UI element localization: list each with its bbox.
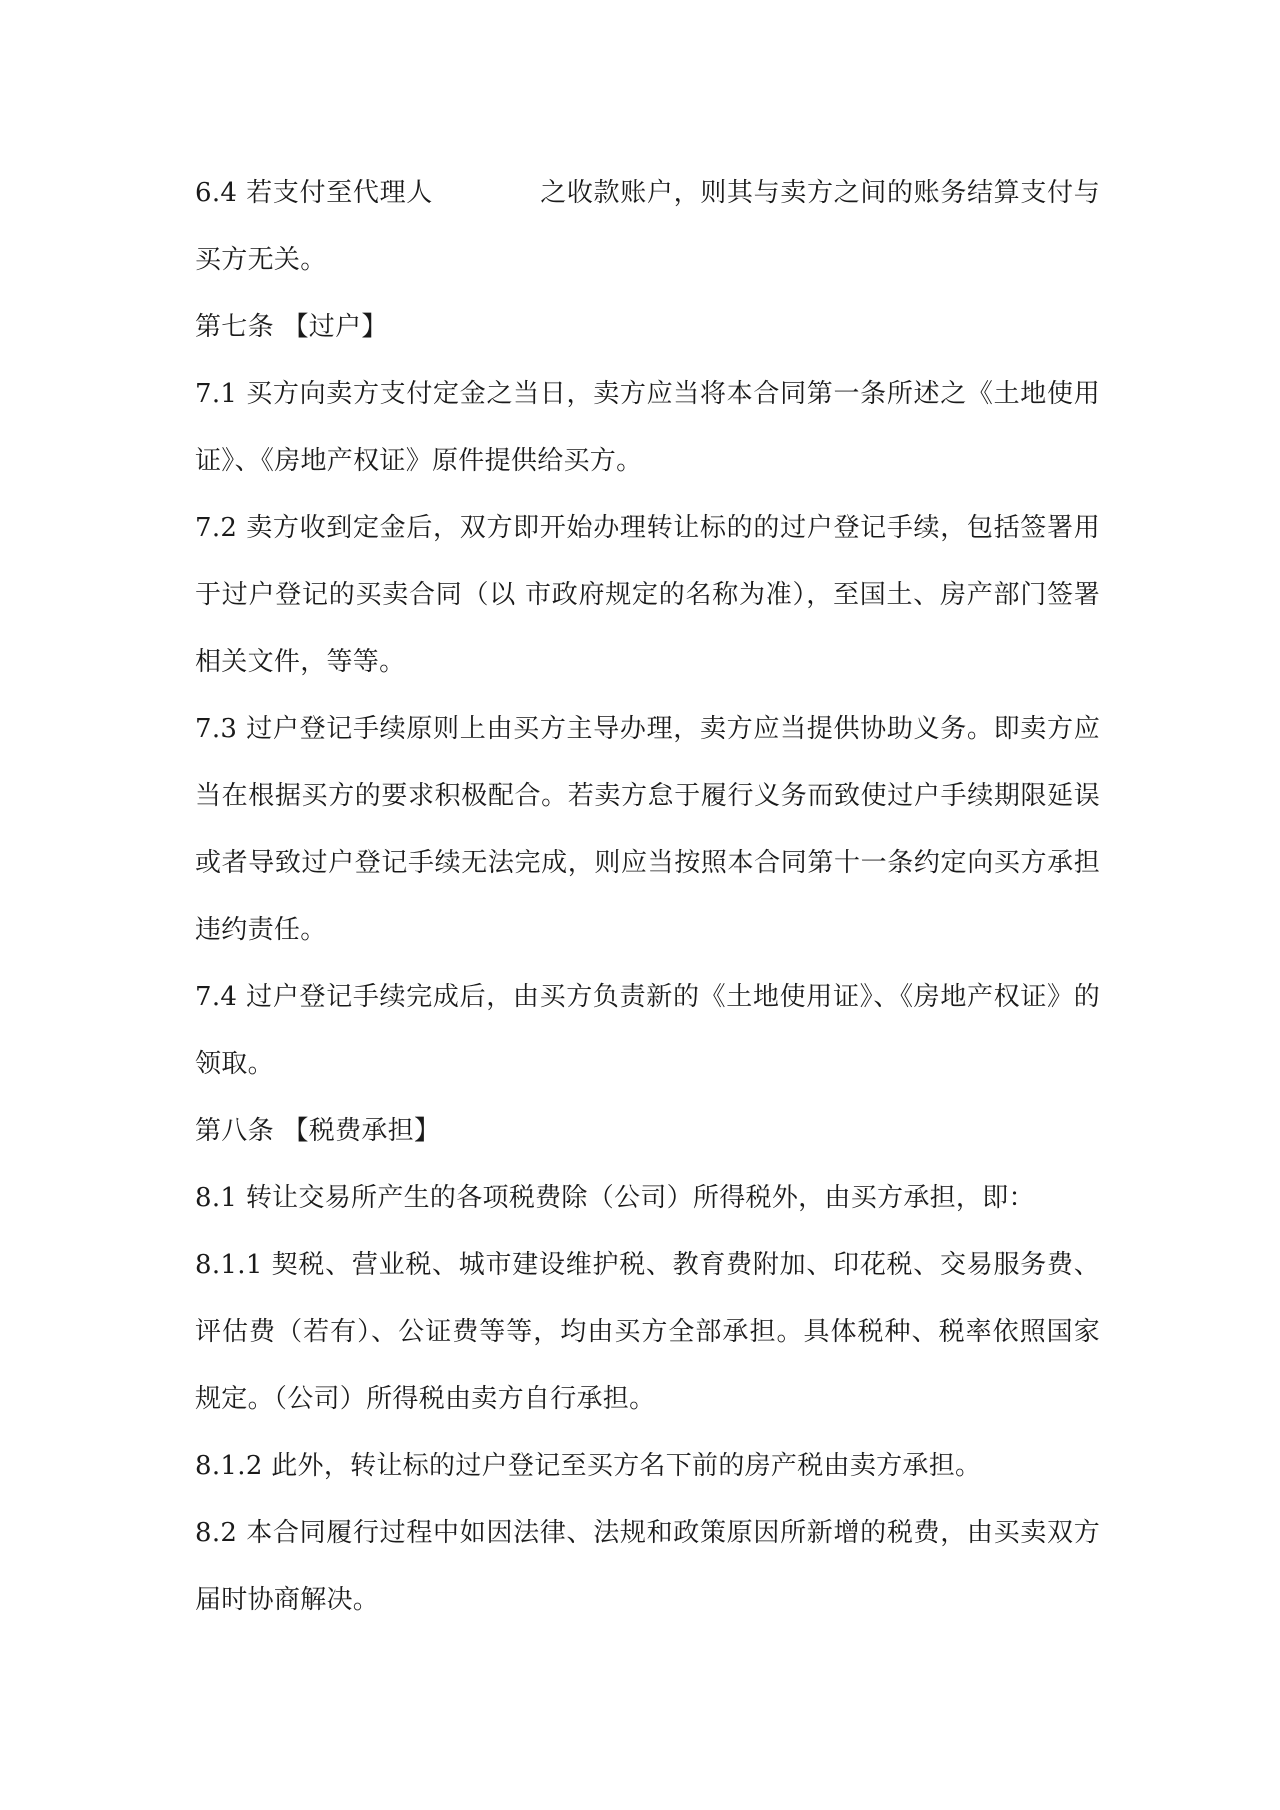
- heading-article-7: 第七条 【过户】: [195, 312, 388, 342]
- paragraph-6-4: 6.4 若支付至代理人 之收款账户，则其与卖方之间的账务结算支付与买方无关。: [195, 178, 1100, 275]
- paragraph-8-2: 8.2 本合同履行过程中如因法律、法规和政策原因所新增的税费，由买卖双方届时协商解决。: [195, 1518, 1100, 1615]
- paragraph-7-1: 7.1 买方向卖方支付定金之当日，卖方应当将本合同第一条所述之《土地使用证》、《房地产权证》原件提供给买方。: [195, 379, 1100, 476]
- heading-article-8: 第八条 【税费承担】: [195, 1116, 441, 1146]
- paragraph-8-1-1: 8.1.1 契税、营业税、城市建设维护税、教育费附加、印花税、交易服务费、评估费（若有）、公证费等等，均由买方全部承担。具体税种、税率依照国家规定。（公司）所得税由卖方自行承担。: [195, 1250, 1100, 1414]
- document-body: [195, 160, 1100, 1634]
- paragraph-7-4: 7.4 过户登记手续完成后，由买方负责新的《土地使用证》、《房地产权证》的领取。: [195, 982, 1100, 1079]
- paragraph-8-1: 8.1 转让交易所产生的各项税费除（公司）所得税外，由买方承担，即：: [195, 1183, 1035, 1213]
- paragraph-7-2: 7.2 卖方收到定金后，双方即开始办理转让标的的过户登记手续，包括签署用于过户登记的买卖合同（以 市政府规定的名称为准），至国土、房产部门签署相关文件，等等。: [195, 513, 1100, 677]
- paragraph-7-3: 7.3 过户登记手续原则上由买方主导办理，卖方应当提供协助义务。即卖方应当在根据买方的要求积极配合。若卖方怠于履行义务而致使过户手续期限延误或者导致过户登记手续无法完成，则应当按照本合同第十一条约定向买方承担违约责任。: [195, 714, 1100, 945]
- paragraph-8-1-2: 8.1.2 此外，转让标的过户登记至买方名下前的房产税由卖方承担。: [195, 1451, 982, 1481]
